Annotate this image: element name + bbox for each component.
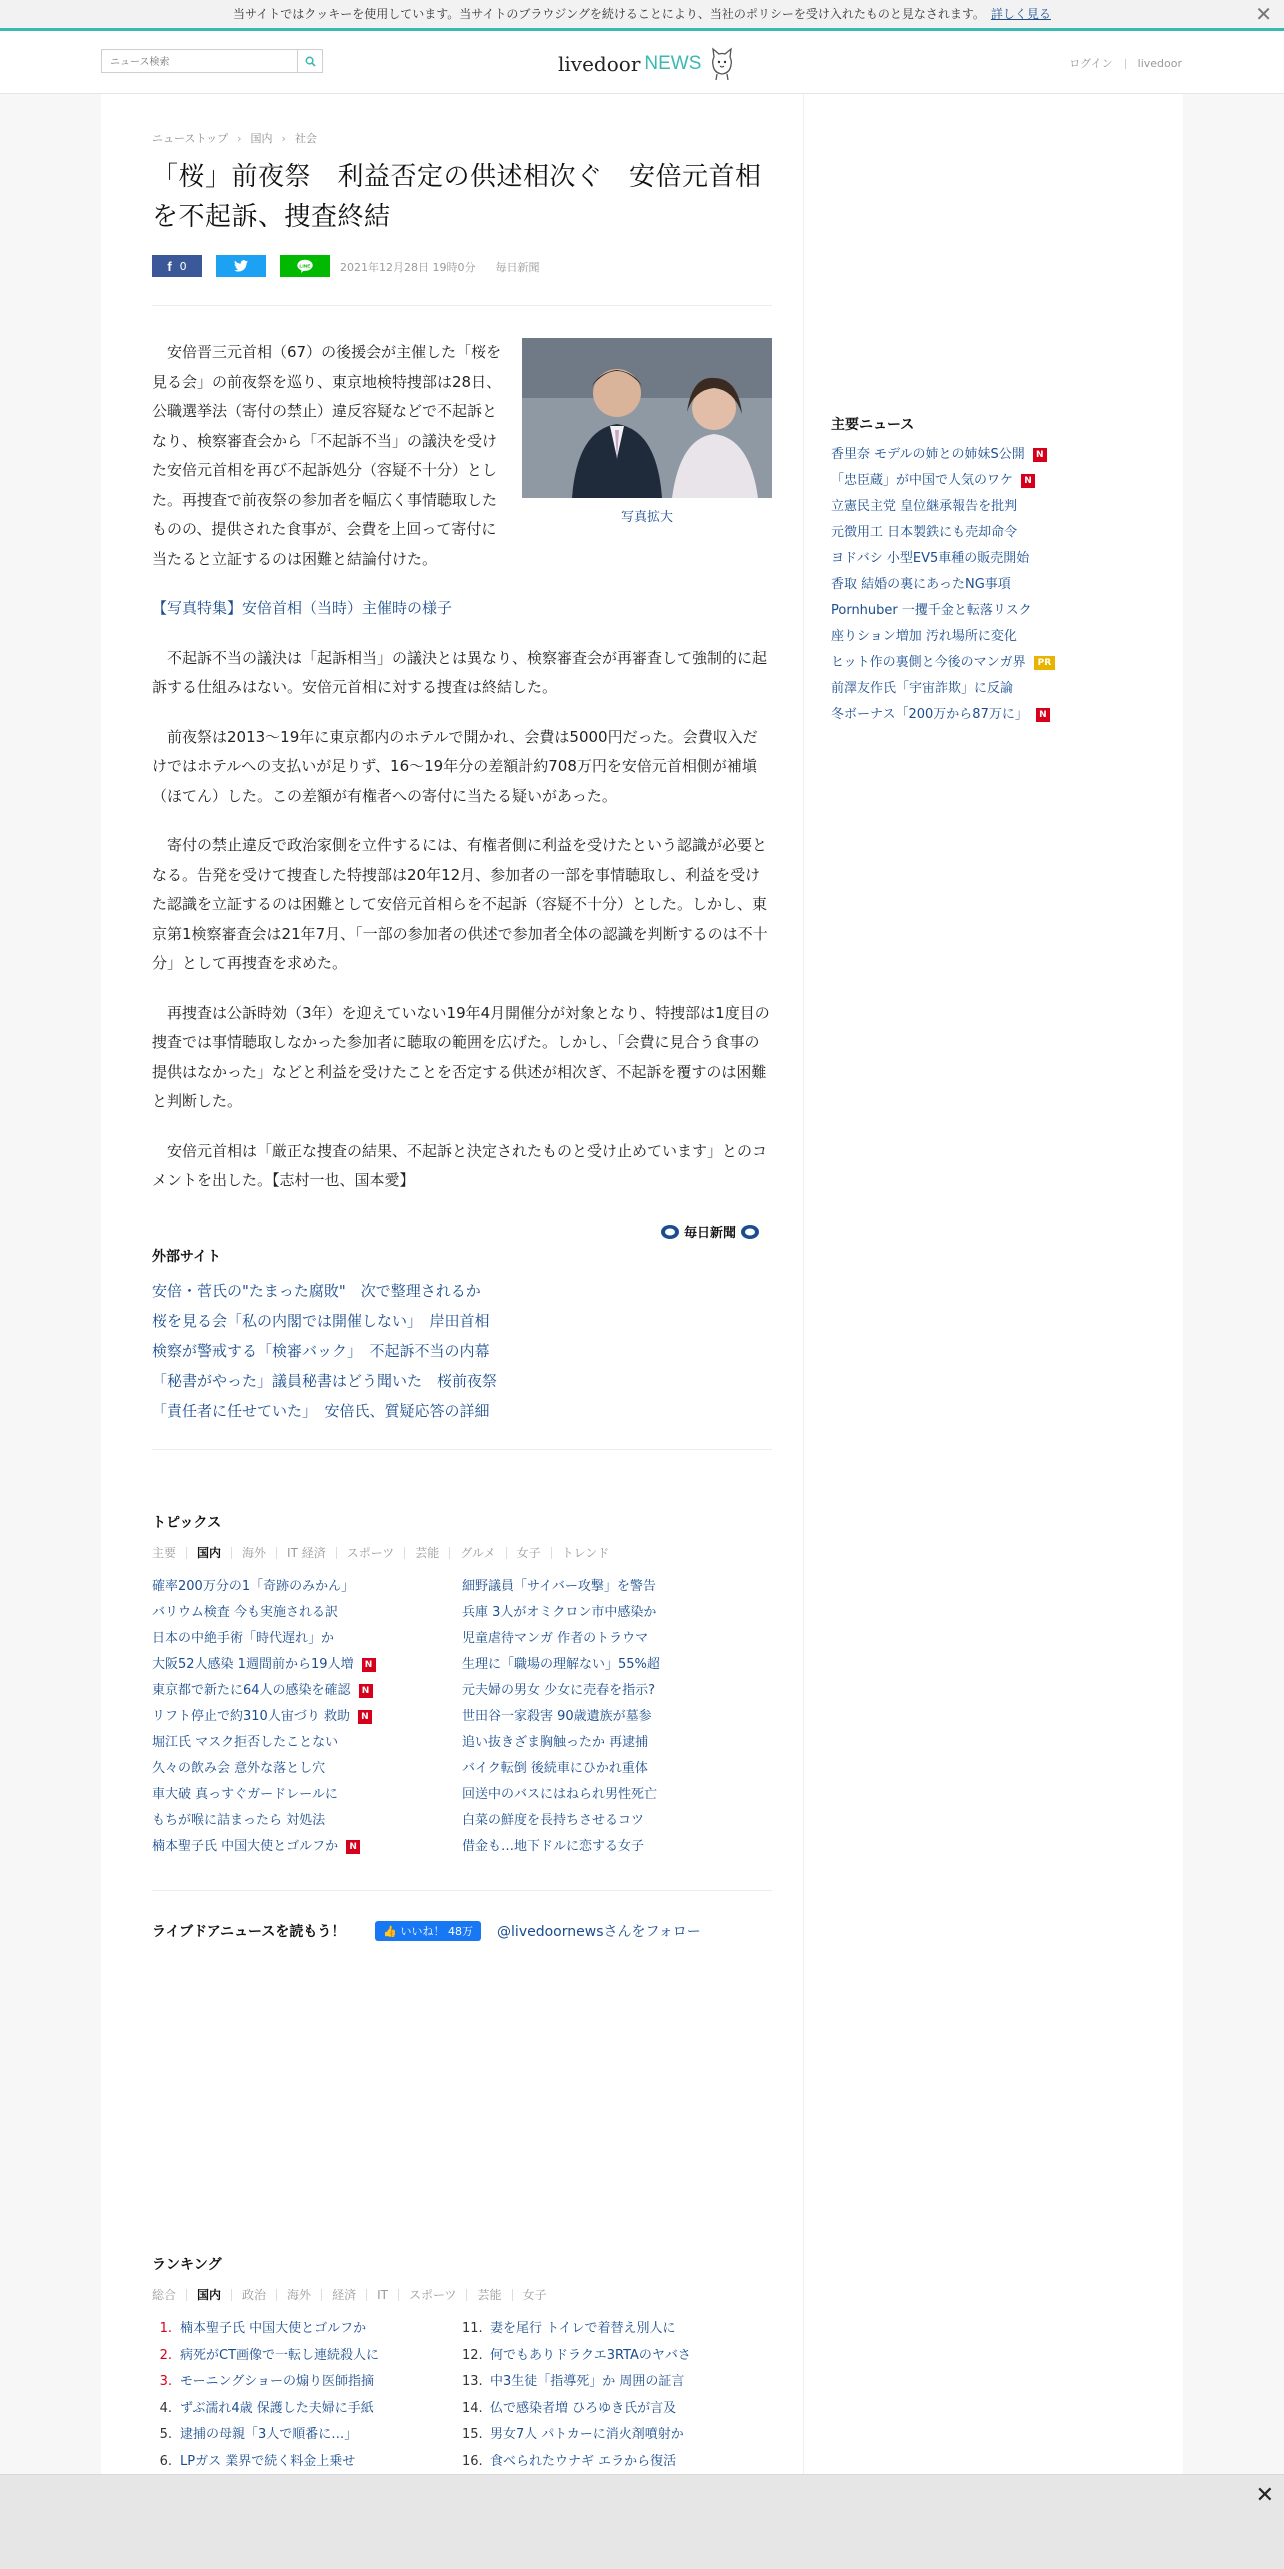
- topic-link[interactable]: 久々の飲み会 意外な落とし穴: [152, 1761, 326, 1776]
- pr-badge: PR: [1034, 656, 1056, 670]
- major-news-list: [831, 442, 1055, 728]
- tab-world[interactable]: 海外: [231, 1547, 276, 1559]
- topic-link[interactable]: バイク転倒 後続車にひかれ重体: [462, 1761, 648, 1776]
- topic-item[interactable]: [462, 1600, 772, 1626]
- cookie-more-link[interactable]: 詳しく見る: [990, 7, 1051, 21]
- topic-link[interactable]: 生理に「職場の理解ない」55%超: [462, 1657, 660, 1672]
- ranking-link[interactable]: モーニングショーの煽り医師指摘: [180, 2374, 374, 2389]
- topic-item[interactable]: [462, 1574, 772, 1600]
- mascot-icon: [709, 47, 735, 81]
- photo-enlarge-link[interactable]: 写真拡大: [620, 510, 673, 525]
- major-news-link[interactable]: 座りション増加 汚れ場所に変化: [831, 629, 1017, 644]
- topic-link[interactable]: リフト停止で約310人宙づり 救助: [152, 1709, 350, 1724]
- divider: [152, 1890, 772, 1891]
- topic-item[interactable]: [152, 1652, 462, 1678]
- topic-item[interactable]: [152, 1808, 462, 1834]
- ranking-item[interactable]: [462, 2422, 772, 2449]
- mainichi-logo[interactable]: [660, 1222, 760, 1241]
- topic-link[interactable]: 日本の中絶手術「時代遅れ」か: [152, 1631, 335, 1646]
- article-date: 2021年12月28日 19時0分: [340, 261, 476, 274]
- external-link[interactable]: 安倍・菅氏の"たまった腐敗" 次で整理されるか: [152, 1282, 481, 1300]
- topic-item[interactable]: [462, 1834, 772, 1860]
- list-item[interactable]: [831, 702, 1055, 728]
- tab-women[interactable]: 女子: [506, 1547, 551, 1559]
- ranking-link[interactable]: 楠本聖子氏 中国大使とゴルフか: [180, 2321, 367, 2336]
- new-badge: N: [362, 1658, 376, 1672]
- cookie-bar: [0, 0, 1284, 31]
- major-news-link[interactable]: 香里奈 モデルの姉との姉妹S公開: [831, 447, 1025, 462]
- new-badge: N: [1036, 708, 1050, 722]
- topics-left-column: [152, 1574, 462, 1860]
- ranking-item[interactable]: [462, 2343, 772, 2370]
- mainichi-mark-icon: [660, 1224, 680, 1240]
- new-badge: N: [346, 1840, 360, 1854]
- topics-right-column: [462, 1574, 772, 1860]
- topics-tabs: [152, 1547, 619, 1559]
- twitter-icon: [234, 260, 248, 272]
- new-badge: N: [1021, 474, 1035, 488]
- topic-item[interactable]: [462, 1756, 772, 1782]
- topic-link[interactable]: 兵庫 3人がオミクロン市中感染か: [462, 1605, 657, 1620]
- topic-link[interactable]: 回送中のバスにはねられ男性死亡: [462, 1787, 658, 1802]
- ranking-item[interactable]: [152, 2316, 462, 2343]
- topic-item[interactable]: [462, 1704, 772, 1730]
- new-badge: N: [359, 1684, 373, 1698]
- follow-label: ライブドアニュースを読もう！: [152, 1924, 346, 1940]
- ranking-right-column: [462, 2316, 772, 2475]
- tab-domestic[interactable]: 国内: [186, 1547, 231, 1559]
- topics-heading: トピックス: [152, 1515, 222, 1531]
- topic-link[interactable]: 楠本聖子氏 中国大使とゴルフか: [152, 1839, 339, 1854]
- svg-text:LINE: LINE: [299, 264, 311, 270]
- article-photo-box[interactable]: [522, 338, 772, 538]
- list-item[interactable]: [831, 442, 1055, 468]
- rank-number: 12.: [462, 2347, 483, 2363]
- share-buttons: [152, 255, 330, 277]
- topic-link[interactable]: 東京都で新たに64人の感染を確認: [152, 1683, 351, 1698]
- rank-number: 2.: [159, 2347, 172, 2363]
- ranking-item[interactable]: [462, 2449, 772, 2476]
- topic-item[interactable]: [152, 1782, 462, 1808]
- list-item[interactable]: [152, 1276, 497, 1306]
- article-paragraph: 再捜査は公訴時効（3年）を迎えていない19年4月開催分が対象となり、特捜部は1度目の捜査では事情聴取しなかった参加者に聴取の範囲を広げた。しかし、「会費に見合う食事の提供はなかった」などと利益を受けたことを否定する供述が相次ぎ、不起訴を覆すのは困難と判断した。: [152, 1003, 770, 1110]
- ranking-link[interactable]: 妻を尾行 トイレで着替え別人に: [490, 2321, 676, 2336]
- breadcrumb-item-society[interactable]: 社会: [294, 132, 317, 145]
- topic-link[interactable]: 確率200万分の1「奇跡のみかん」: [152, 1579, 355, 1594]
- breadcrumb-item-top[interactable]: ニューストップ: [152, 132, 229, 145]
- rank-number: 15.: [462, 2427, 483, 2442]
- list-item[interactable]: [831, 494, 1055, 520]
- tab-economy[interactable]: 経済: [321, 2289, 366, 2301]
- ranking-heading: ランキング: [152, 2257, 222, 2273]
- divider: [152, 1449, 772, 1450]
- external-link[interactable]: 「秘書がやった」議員秘書はどう聞いた 桜前夜祭: [152, 1372, 498, 1390]
- article-body: [152, 338, 772, 1216]
- ranking-item[interactable]: [462, 2396, 772, 2423]
- close-icon[interactable]: ✕: [1255, 2483, 1274, 2508]
- logo-news: NEWS: [644, 53, 702, 74]
- cookie-text: 当サイトではクッキーを使用しています。当サイトのブラウジングを続けることにより、当社のポリシーを受け入れたものと見なされます。: [233, 7, 985, 21]
- topic-link[interactable]: 大阪52人感染 1週間前から19人増: [152, 1657, 354, 1672]
- tab-politics[interactable]: 政治: [231, 2289, 276, 2301]
- ranking-link[interactable]: 逮捕の母親「3人で順番に…」: [180, 2427, 358, 2442]
- new-badge: N: [1033, 448, 1047, 462]
- list-item[interactable]: [831, 572, 1055, 598]
- ranking-link[interactable]: 何でもありドラクエ3RTAのヤバさ: [490, 2347, 691, 2363]
- article-paragraph: 安倍晋三元首相（67）の後援会が主催した「桜を見る会」の前夜祭を巡り、東京地検特捜部は28日、公職選挙法（寄付の禁止）違反容疑などで不起訴となり、検察審査会から「不起訴不当」の議決を受けた安倍元首相を再び不起訴処分（容疑不十分）とした。再捜査で前夜祭の参加者を幅広く事情聴取したものの、提供された食事が、会費を上回って寄付に当たると立証するのは困難と結論付けた。: [152, 343, 502, 568]
- search-box: [101, 49, 323, 73]
- major-news-link[interactable]: 香取 結婚の裏にあったNG事項: [831, 577, 1011, 592]
- tab-it-economy[interactable]: IT 経済: [276, 1547, 336, 1559]
- topic-link[interactable]: 児童虐待マンガ 作者のトラウマ: [462, 1631, 649, 1646]
- topic-link[interactable]: 細野議員「サイバー攻撃」を警告: [462, 1579, 656, 1594]
- follow-row: [152, 1919, 772, 1943]
- major-news-link[interactable]: ヨドバシ 小型EV5車種の販売開始: [831, 551, 1030, 566]
- external-links-list: [152, 1276, 497, 1426]
- livedoor-link[interactable]: livedoor: [1137, 57, 1182, 70]
- topic-item[interactable]: [462, 1652, 772, 1678]
- ranking-item[interactable]: [462, 2316, 772, 2343]
- topic-item[interactable]: [152, 1834, 462, 1860]
- tab-world[interactable]: 海外: [276, 2289, 321, 2301]
- ranking-item[interactable]: [152, 2422, 462, 2449]
- topic-item[interactable]: [152, 1600, 462, 1626]
- topic-link[interactable]: 追い抜きざま胸触ったか 再逮捕: [462, 1735, 649, 1750]
- major-news-heading: 主要ニュース: [831, 417, 915, 433]
- list-item[interactable]: [831, 468, 1055, 494]
- bottom-ad-bar: [0, 2474, 1284, 2569]
- logo-livedoor: livedoor: [558, 52, 641, 76]
- topic-item[interactable]: [462, 1808, 772, 1834]
- search-input[interactable]: [108, 52, 302, 74]
- external-link[interactable]: 「責任者に任せていた」 安倍氏、質疑応答の詳細: [152, 1402, 490, 1420]
- ranking-tabs: [152, 2289, 557, 2301]
- ranking-left-column: [152, 2316, 462, 2475]
- photo-feature-link[interactable]: 【写真特集】安倍首相（当時）主催時の様子: [152, 599, 453, 617]
- tab-gourmet[interactable]: グルメ: [449, 1547, 505, 1559]
- article-paragraph: 安倍元首相は「厳正な捜査の結果、不起訴と決定されたものと受け止めています」とのコメントを出した。【志村一也、国本愛】: [152, 1141, 768, 1189]
- major-news-link[interactable]: 冬ボーナス「200万から87万に」: [831, 707, 1028, 722]
- list-item[interactable]: [831, 624, 1055, 650]
- list-item[interactable]: [152, 1336, 497, 1366]
- topic-link[interactable]: 元夫婦の男女 少女に売春を指示?: [462, 1683, 656, 1698]
- major-news-link[interactable]: ヒット作の裏側と今後のマンガ界: [831, 655, 1026, 670]
- line-icon: [296, 259, 314, 273]
- chevron-right-icon: ›: [281, 132, 286, 145]
- column-divider: [803, 94, 804, 2474]
- ranking-link[interactable]: 男女7人 パトカーに消火剤噴射か: [490, 2427, 684, 2442]
- major-news-link[interactable]: 立憲民主党 皇位継承報告を批判: [831, 499, 1018, 514]
- rank-number: 14.: [462, 2400, 483, 2416]
- article-source[interactable]: 毎日新聞: [495, 261, 540, 274]
- cookie-close-icon[interactable]: ✕: [1255, 2, 1272, 26]
- tab-entertainment[interactable]: 芸能: [466, 2289, 511, 2301]
- topic-item[interactable]: [152, 1730, 462, 1756]
- topic-link[interactable]: 堀江氏 マスク拒否したことない: [152, 1735, 339, 1750]
- major-news-link[interactable]: 前澤友作氏「宇宙詐欺」に反論: [831, 681, 1014, 696]
- list-item[interactable]: [831, 650, 1055, 676]
- topic-link[interactable]: もちが喉に詰まったら 対処法: [152, 1813, 326, 1828]
- ranking-link[interactable]: 仏で感染者増 ひろゆき氏が言及: [490, 2400, 677, 2416]
- article-title: 「桜」前夜祭 利益否定の供述相次ぐ 安倍元首相を不起訴、捜査終結: [152, 162, 762, 232]
- tab-trend[interactable]: トレンド: [551, 1547, 620, 1559]
- list-item[interactable]: [152, 1396, 497, 1426]
- rank-number: 3.: [159, 2374, 172, 2389]
- topic-item[interactable]: [462, 1626, 772, 1652]
- topic-item[interactable]: [462, 1678, 772, 1704]
- header-links: [1069, 55, 1182, 71]
- topic-item[interactable]: [152, 1756, 462, 1782]
- topic-item[interactable]: [462, 1782, 772, 1808]
- topics-list: [152, 1574, 772, 1860]
- rank-number: 5.: [159, 2427, 172, 2442]
- list-item[interactable]: [831, 546, 1055, 572]
- major-news-link[interactable]: Pornhuber 一攫千金と転落リスク: [831, 603, 1032, 618]
- article-photo[interactable]: [522, 338, 772, 498]
- mainichi-logo-text: 毎日新聞: [684, 1226, 737, 1241]
- topic-item[interactable]: [152, 1574, 462, 1600]
- external-sites-heading: 外部サイト: [152, 1249, 222, 1265]
- tab-domestic[interactable]: 国内: [186, 2289, 231, 2301]
- topic-link[interactable]: 世田谷一家殺害 90歳遺族が墓参: [462, 1709, 652, 1724]
- line-share-button[interactable]: [280, 255, 330, 277]
- list-item[interactable]: [831, 676, 1055, 702]
- rank-number: 13.: [462, 2374, 483, 2389]
- chevron-right-icon: ›: [237, 132, 242, 145]
- photo-image: [522, 338, 772, 498]
- list-item[interactable]: [831, 598, 1055, 624]
- major-news-link[interactable]: 「忠臣蔵」が中国で人気のワケ: [831, 473, 1014, 488]
- topic-link[interactable]: 白菜の鮮度を長持ちさせるコツ: [462, 1813, 645, 1828]
- article-paragraph: 前夜祭は2013～19年に東京都内のホテルで開かれ、会費は5000円だった。会費収入だけではホテルへの支払いが足りず、16～19年分の差額計約708万円を安倍元首相側が補塡（ほてん）した。この差額が有権者への寄付に当たる疑いがあった。: [152, 727, 758, 805]
- tab-it[interactable]: IT: [366, 2289, 398, 2301]
- header-separator: [1125, 59, 1126, 69]
- content-panel: [101, 94, 1183, 2474]
- external-link[interactable]: 検察が警戒する「検審バック」 不起訴不当の内幕: [152, 1342, 490, 1360]
- rank-number: 11.: [462, 2321, 483, 2336]
- topic-item[interactable]: [462, 1730, 772, 1756]
- list-item[interactable]: [152, 1366, 497, 1396]
- ranking-list: [152, 2316, 772, 2475]
- breadcrumb-item-domestic[interactable]: 国内: [250, 132, 273, 145]
- ranking-item[interactable]: [152, 2343, 462, 2370]
- topic-link[interactable]: バリウム検査 今も実施される訳: [152, 1605, 339, 1620]
- rank-number: 1.: [159, 2321, 172, 2336]
- ranking-link[interactable]: ずぶ濡れ4歳 保護した夫婦に手紙: [180, 2400, 374, 2416]
- article-paragraph: 不起訴不当の議決は「起訴相当」の議決とは異なり、検察審査会が再審査して強制的に起訴する仕組みはない。安倍元首相に対する捜査は終結した。: [152, 648, 768, 696]
- ranking-item[interactable]: [152, 2449, 462, 2476]
- new-badge: N: [358, 1710, 372, 1724]
- tab-entertainment[interactable]: 芸能: [404, 1547, 449, 1559]
- ranking-link[interactable]: 病死がCT画像で一転し連続殺人に: [180, 2347, 380, 2363]
- twitter-share-button[interactable]: [216, 255, 266, 277]
- site-logo[interactable]: [558, 47, 735, 81]
- breadcrumb: [152, 130, 317, 146]
- topic-item[interactable]: [152, 1626, 462, 1652]
- topic-link[interactable]: 借金も…地下ドルに恋する女子: [462, 1839, 645, 1854]
- list-item[interactable]: [831, 520, 1055, 546]
- list-item[interactable]: [152, 1306, 497, 1336]
- tab-sports[interactable]: スポーツ: [336, 1547, 405, 1559]
- ranking-link[interactable]: 食べられたウナギ エラから復活: [490, 2453, 677, 2469]
- article-meta: [340, 259, 539, 275]
- ranking-link[interactable]: 中3生徒「指導死」か 周囲の証言: [490, 2374, 685, 2389]
- twitter-follow-link[interactable]: @livedoornewsさんをフォロー: [497, 1924, 701, 1940]
- login-link[interactable]: ログイン: [1069, 57, 1113, 70]
- search-icon: [305, 56, 316, 67]
- ranking-item[interactable]: [152, 2369, 462, 2396]
- tab-sports[interactable]: スポーツ: [398, 2289, 467, 2301]
- site-header: [0, 31, 1284, 94]
- rank-number: 6.: [159, 2453, 172, 2469]
- facebook-like-button[interactable]: [375, 1921, 481, 1941]
- rank-number: 4.: [159, 2400, 172, 2416]
- ranking-link[interactable]: LPガス 業界で続く料金上乗せ: [180, 2453, 356, 2469]
- facebook-icon: f: [167, 258, 172, 274]
- facebook-share-button[interactable]: [152, 255, 202, 277]
- divider: [152, 305, 772, 306]
- topic-link[interactable]: 車大破 真っすぐガードレールに: [152, 1787, 338, 1802]
- article-paragraph: 寄付の禁止違反で政治家側を立件するには、有権者側に利益を受けたという認識が必要となる。告発を受けて捜査した特捜部は20年12月、参加者の一部を事情聴取し、利益を受けた認識を立証するのは困難として安倍元首相らを不起訴（容疑不十分）とした。しかし、東京第1検察審査会は21年7月、「一部の参加者の供述で参加者全体の認識を判断するのは不十分」として再捜査を求めた。: [152, 836, 768, 972]
- external-link[interactable]: 桜を見る会「私の内閣では開催しない」 岸田首相: [152, 1312, 490, 1330]
- search-button[interactable]: [297, 50, 322, 72]
- mainichi-mark-icon: [740, 1224, 760, 1240]
- thumbs-up-icon: 👍: [383, 1925, 401, 1938]
- tab-main[interactable]: 主要: [152, 1546, 177, 1560]
- ranking-item[interactable]: [152, 2396, 462, 2423]
- topic-item[interactable]: [152, 1704, 462, 1730]
- major-news-link[interactable]: 元徴用工 日本製鉄にも売却命令: [831, 525, 1018, 540]
- tab-all[interactable]: 総合: [152, 2288, 177, 2302]
- ranking-item[interactable]: [462, 2369, 772, 2396]
- feature-link-row: [152, 594, 772, 624]
- like-count: いいね！ 48万: [400, 1925, 474, 1938]
- topic-item[interactable]: [152, 1678, 462, 1704]
- facebook-share-count: 0: [179, 259, 187, 273]
- rank-number: 16.: [462, 2453, 483, 2469]
- tab-women[interactable]: 女子: [512, 2289, 557, 2301]
